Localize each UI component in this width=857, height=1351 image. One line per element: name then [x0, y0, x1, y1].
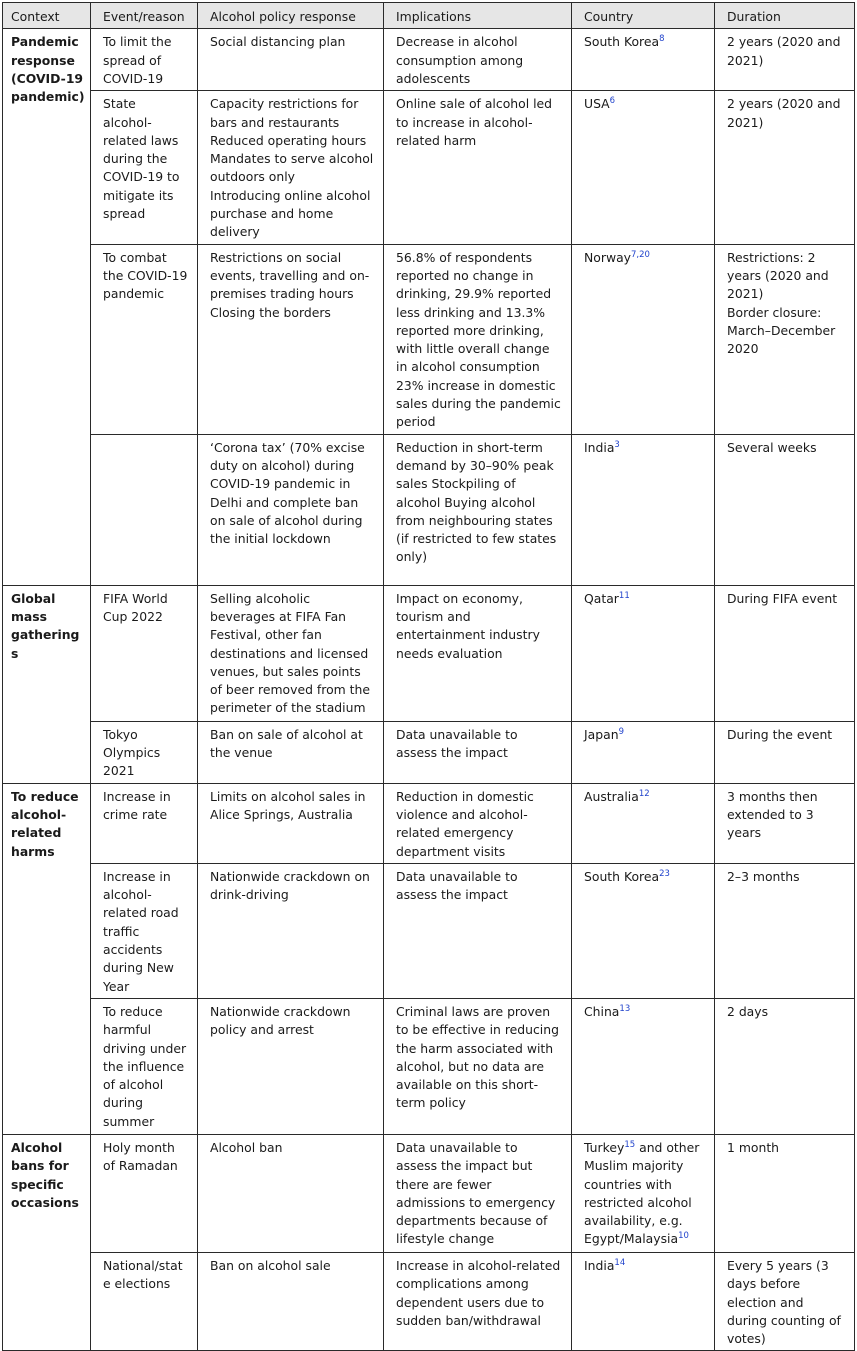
implications-cell: Data unavailable to assess the impact but there are fewer admissions to emergency departments because of lifestyle change: [384, 1134, 572, 1252]
policy-response-cell: [198, 783, 384, 863]
duration-cell: [715, 91, 855, 244]
implications-cell: Increase in alcohol-related complications among dependent users due to sudden ban/withdrawal: [384, 1252, 572, 1350]
table-row: [3, 1134, 855, 1252]
policy-response-cell: [198, 1252, 384, 1350]
policy-response-cell: [198, 998, 384, 1134]
policy-response-line: Alcohol ban: [210, 1139, 283, 1155]
country-name: India: [584, 1257, 615, 1273]
country-cell: [572, 998, 715, 1134]
policy-response-line: ‘Corona tax’ (70% excise duty on alcohol) during COVID-19 pandemic in Delhi and complete ban on sale of alcohol during the initial lockdown: [210, 439, 365, 547]
duration-line: 1 month: [727, 1139, 780, 1155]
duration-cell: [715, 434, 855, 585]
policy-response-line: Social distancing plan: [210, 34, 346, 50]
duration-cell: [715, 863, 855, 998]
reference-link: 23: [659, 868, 670, 879]
table-row: [3, 998, 855, 1134]
event-cell: Increase in alcohol-related road traffic accidents during New Year: [91, 863, 198, 998]
country-cell: [572, 721, 715, 783]
table-row: [3, 434, 855, 585]
event-cell: Increase in crime rate: [91, 783, 198, 863]
table-row: [3, 1252, 855, 1350]
duration-cell: [715, 721, 855, 783]
duration-line: During FIFA event: [727, 590, 838, 606]
implications-cell: Reduction in domestic violence and alcohol-related emergency department visits: [384, 783, 572, 863]
event-cell: National/state elections: [91, 1252, 198, 1350]
policy-response-cell: [198, 91, 384, 244]
policy-response-line: Restrictions on social events, travelling and on-premises trading hours: [210, 249, 370, 302]
policy-response-line: Capacity restrictions for bars and restaurants: [210, 96, 359, 130]
reference-link: 6: [609, 96, 616, 107]
event-cell: [91, 434, 198, 585]
country-cell: [572, 585, 715, 721]
country-name: South Korea: [584, 34, 660, 50]
reference-link: 10: [678, 1231, 689, 1242]
country-name: Norway: [584, 249, 632, 265]
duration-cell: [715, 783, 855, 863]
reference-link: 14: [614, 1257, 626, 1268]
duration-line: During the event: [727, 726, 833, 742]
country-name: USA: [584, 96, 610, 112]
duration-line: Several weeks: [727, 439, 817, 455]
duration-line: 2–3 months: [727, 868, 800, 884]
country-name: China: [584, 1003, 620, 1019]
duration-line: 2 days: [727, 1003, 769, 1019]
reference-link: 9: [618, 726, 624, 737]
policy-response-cell: [198, 1134, 384, 1252]
event-cell: To combat the COVID-19 pandemic: [91, 244, 198, 434]
reference-link: 7,20: [631, 249, 650, 260]
policy-response-cell: [198, 721, 384, 783]
event-cell: State alcohol-related laws during the COVID-19 to mitigate its spread: [91, 91, 198, 244]
country-cell: [572, 863, 715, 998]
table-row: [3, 244, 855, 434]
table-row: [3, 721, 855, 783]
policy-response-cell: [198, 244, 384, 434]
header-duration: Duration: [715, 3, 855, 29]
country-name: Turkey: [584, 1139, 625, 1155]
policy-response-line: Nationwide crackdown policy and arrest: [210, 1003, 351, 1038]
reference-link: 3: [614, 439, 620, 450]
reference-link: 15: [624, 1139, 636, 1150]
policy-response-cell: [198, 863, 384, 998]
table-row: [3, 91, 855, 244]
implications-cell: Impact on economy, tourism and entertainment industry needs evaluation: [384, 585, 572, 721]
context-cell: Alcohol bans for specific occasions: [3, 1134, 91, 1350]
implications-cell: Criminal laws are proven to be effective in reducing the harm associated with alcohol, but no data are available on this short-term policy: [384, 998, 572, 1134]
implications-cell: Reduction in short-term demand by 30–90% peak sales Stockpiling of alcohol Buying alcohol from neighbouring states (if restricted to few states only): [384, 434, 572, 585]
table-row: [3, 863, 855, 998]
duration-cell: [715, 585, 855, 721]
context-cell: To reduce alcohol-related harms: [3, 783, 91, 1134]
policy-response-line: Limits on alcohol sales in Alice Springs, Australia: [210, 788, 366, 822]
country-cell: [572, 1134, 715, 1252]
table-row: [3, 29, 855, 91]
duration-line: Restrictions: 2 years (2020 and 2021): [727, 249, 829, 302]
country-cell: [572, 1252, 715, 1350]
duration-cell: [715, 1252, 855, 1350]
duration-line: Every 5 years (3 days before election and during counting of votes): [727, 1257, 841, 1347]
duration-line: Border closure: March–December 2020: [727, 304, 836, 357]
duration-line: 3 months then extended to 3 years: [727, 788, 818, 841]
policy-response-cell: [198, 434, 384, 585]
reference-link: 13: [619, 1003, 631, 1014]
policy-response-line: Mandates to serve alcohol outdoors only: [210, 151, 374, 185]
country-name: South Korea: [584, 868, 660, 884]
implications-cell: Data unavailable to assess the impact: [384, 721, 572, 783]
event-cell: Tokyo Olympics 2021: [91, 721, 198, 783]
policy-response-line: Introducing online alcohol purchase and home delivery: [210, 187, 371, 240]
header-row: [3, 3, 855, 29]
reference-link: 11: [618, 590, 630, 601]
country-name: Australia: [584, 788, 639, 804]
policy-table: [2, 2, 855, 1351]
duration-cell: [715, 1134, 855, 1252]
policy-response-line: Ban on sale of alcohol at the venue: [210, 726, 363, 760]
duration-line: 2 years (2020 and 2021): [727, 34, 841, 68]
context-cell: Pandemic response (COVID-19 pandemic): [3, 29, 91, 585]
table-body: [3, 29, 855, 1351]
country-name: Qatar: [584, 590, 619, 606]
country-cell: [572, 244, 715, 434]
duration-cell: [715, 244, 855, 434]
country-cell: [572, 91, 715, 244]
header-country: Country: [572, 3, 715, 29]
table-row: [3, 585, 855, 721]
country-cell: [572, 29, 715, 91]
header-implications: Implications: [384, 3, 572, 29]
duration-cell: [715, 29, 855, 91]
reference-link: 8: [659, 34, 665, 45]
context-cell: Global mass gatherings: [3, 585, 91, 783]
policy-response-line: Closing the borders: [210, 304, 331, 320]
country-extra: and other Muslim majority countries with restricted alcohol availability, e.g. Egypt/Malaysia: [584, 1139, 700, 1247]
policy-response-line: Reduced operating hours: [210, 132, 367, 148]
table-row: [3, 783, 855, 863]
implications-cell: Data unavailable to assess the impact: [384, 863, 572, 998]
country-cell: [572, 783, 715, 863]
implications-cell: Decrease in alcohol consumption among adolescents: [384, 29, 572, 91]
country-name: Japan: [584, 726, 619, 742]
policy-response-cell: [198, 585, 384, 721]
event-cell: FIFA World Cup 2022: [91, 585, 198, 721]
implications-cell: Online sale of alcohol led to increase in alcohol-related harm: [384, 91, 572, 244]
header-policy-response: Alcohol policy response: [198, 3, 384, 29]
policy-response-line: Nationwide crackdown on drink-driving: [210, 868, 370, 903]
event-cell: Holy month of Ramadan: [91, 1134, 198, 1252]
event-cell: To reduce harmful driving under the influence of alcohol during summer: [91, 998, 198, 1134]
header-event: Event/reason: [91, 3, 198, 29]
policy-response-line: Ban on alcohol sale: [210, 1257, 331, 1273]
header-context: Context: [3, 3, 91, 29]
duration-line: 2 years (2020 and 2021): [727, 96, 841, 130]
country-cell: [572, 434, 715, 585]
implications-cell: 56.8% of respondents reported no change in drinking, 29.9% reported less drinking and 13.3% reported more drinking, with little overall change in alcohol consumption 23% increase in domestic sales during the pandemic period: [384, 244, 572, 434]
policy-response-line: Selling alcoholic beverages at FIFA Fan Festival, other fan destinations and licensed venues, but sales points of beer removed from the perimeter of the stadium: [210, 590, 370, 716]
duration-cell: [715, 998, 855, 1134]
country-name: India: [584, 439, 615, 455]
event-cell: To limit the spread of COVID-19: [91, 29, 198, 91]
reference-link: 12: [638, 788, 650, 799]
policy-response-cell: [198, 29, 384, 91]
